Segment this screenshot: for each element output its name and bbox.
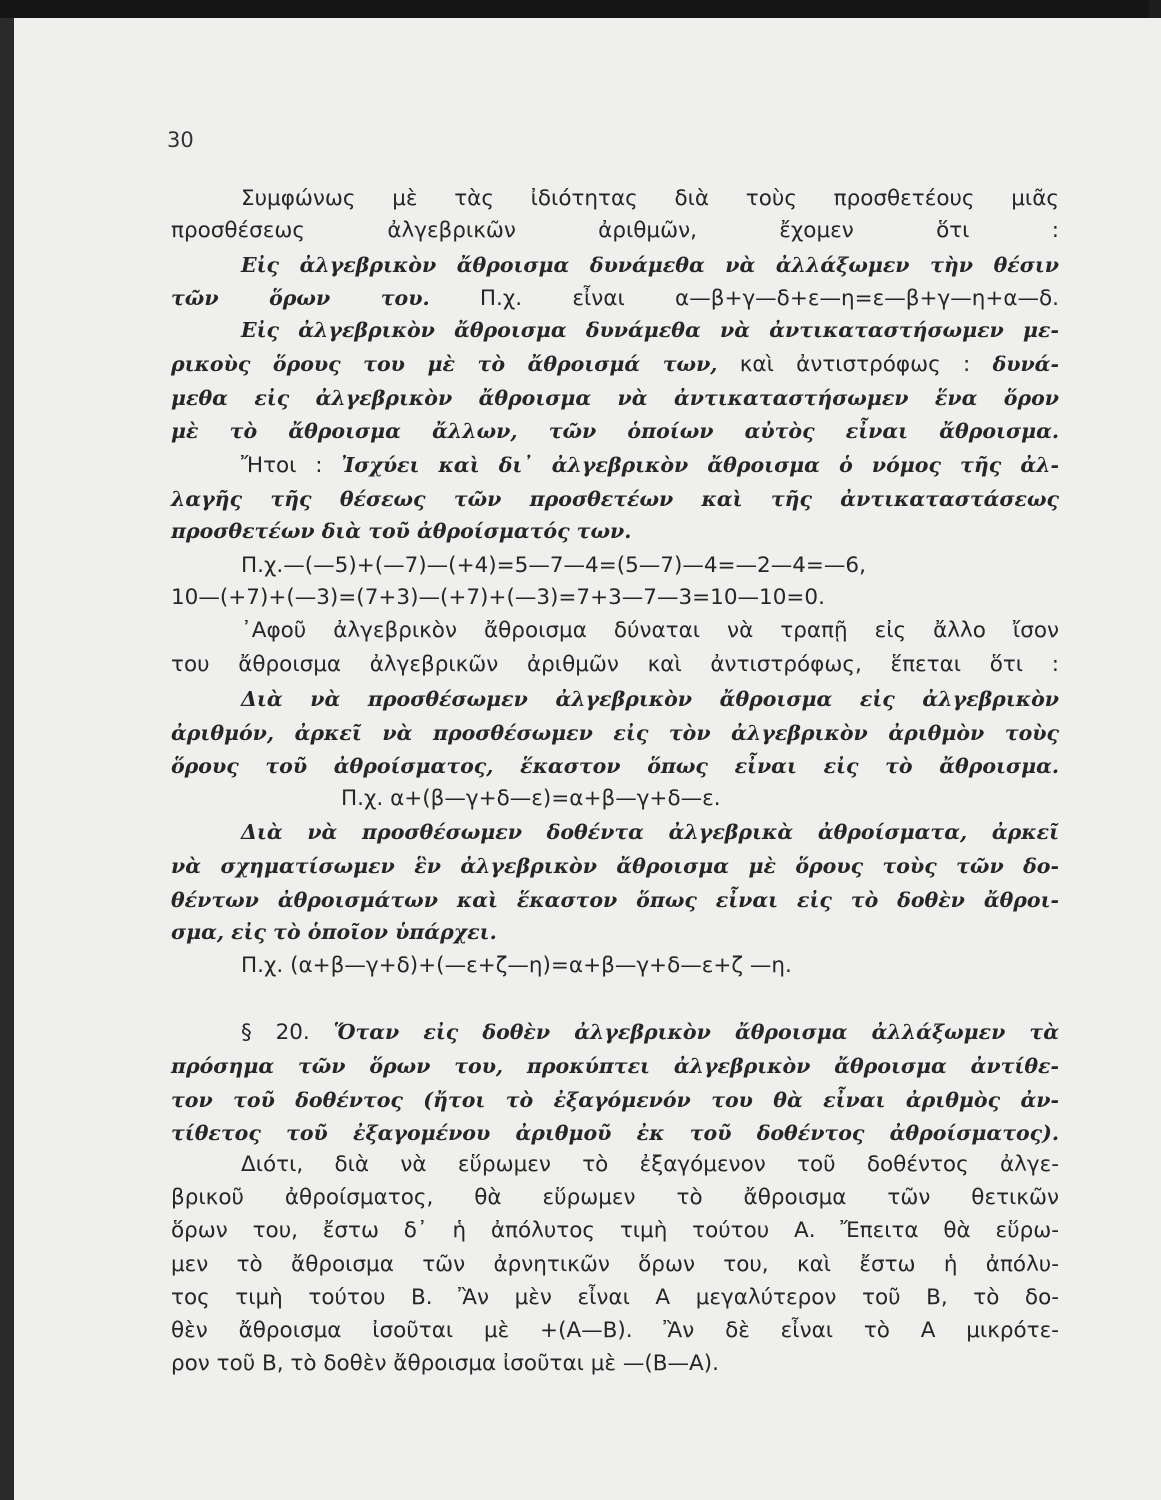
text-line	[171, 751, 1059, 782]
text-line	[171, 851, 1059, 882]
text-line	[171, 216, 1059, 246]
text-line	[171, 917, 1059, 948]
text-line	[171, 1183, 1059, 1213]
text-line	[171, 718, 1059, 749]
line-text: Π.χ. α+(β—γ+δ—ε)=α+β—γ+δ—ε.	[341, 786, 721, 811]
text-line	[171, 450, 1059, 481]
line-text: ἀριθμόν, ἀρκεῖ νὰ προσθέσωμεν εἰς τὸν ἀλγεβρικὸν ἀριθμὸν τοὺς	[171, 721, 1059, 745]
line-text: μεθα εἰς ἀλγεβρικὸν ἄθροισμα νὰ ἀντικαταστήσωμεν ἕνα ὅρον	[171, 386, 1059, 410]
text-line	[171, 349, 1059, 380]
text-line	[171, 885, 1059, 916]
line-text: δυνά-	[992, 352, 1059, 376]
line-text: μὲ τὸ ἄθροισμα ἄλλων, τῶν ὁποίων αὐτὸς εἶναι ἄθροισμα.	[171, 419, 1059, 443]
line-text: λαγῆς τῆς θέσεως τῶν προσθετέων καὶ τῆς ἀντικαταστάσεως	[171, 487, 1059, 511]
line-text: Συμφώνως μὲ τὰς ἰδιότητας διὰ τοὺς προσθετέους μιᾶς	[241, 186, 1059, 211]
text-line	[171, 1283, 1059, 1313]
line-text: θέντων ἀθροισμάτων καὶ ἕκαστον ὅπως εἶναι εἰς τὸ δοθὲν ἄθροι-	[171, 888, 1059, 912]
text-line	[341, 784, 901, 814]
scan-top-border	[0, 0, 1161, 18]
text-line	[171, 650, 1059, 680]
line-text: Ἰσχύει καὶ δι᾽ ἀλγεβρικὸν ἄθροισμα ὁ νόμος τῆς ἀλ-	[341, 453, 1060, 477]
text-line	[171, 416, 1059, 447]
line-text: Π.χ. εἶναι α—β+γ—δ+ε—η=ε—β+γ—η+α—δ.	[479, 286, 1059, 311]
text-line	[171, 184, 1059, 214]
text-line	[241, 951, 1001, 981]
line-text: μεν τὸ ἄθροισμα τῶν ἀρνητικῶν ὅρων του, καὶ ἔστω ἡ ἀπόλυ-	[171, 1252, 1059, 1277]
line-text: 10—(+7)+(—3)=(7+3)—(+7)+(—3)=7+3—7—3=10—10=0.	[171, 585, 825, 610]
text-line	[171, 583, 1059, 613]
text-line	[171, 1051, 1059, 1082]
line-text: Π.χ.—(—5)+(—7)—(+4)=5—7—4=(5—7)—4=—2—4=—6,	[241, 553, 866, 578]
line-text: Διὰ νὰ προσθέσωμεν ἀλγεβρικὸν ἄθροισμα εἰς ἀλγεβρικὸν	[241, 687, 1059, 711]
line-text: Π.χ. (α+β—γ+δ)+(—ε+ζ—η)=α+β—γ+δ—ε+ζ —η.	[241, 953, 792, 978]
text-line	[171, 315, 1059, 346]
line-text: θὲν ἄθροισμα ἰσοῦται μὲ +(Α—Β). Ἂν δὲ εἶναι τὸ Α μικρότε-	[171, 1318, 1059, 1343]
line-text: Ἤτοι :	[241, 453, 323, 478]
text-line	[171, 1118, 1059, 1149]
line-text: τον τοῦ δοθέντος (ἤτοι τὸ ἐξαγόμενόν του θὰ εἶναι ἀριθμὸς ἀν-	[171, 1088, 1059, 1112]
line-text: ὅρους τοῦ ἀθροίσματος, ἕκαστον ὅπως εἶναι εἰς τὸ ἄθροισμα.	[171, 754, 1059, 778]
line-text: Εἰς ἀλγεβρικὸν ἄθροισμα δυνάμεθα νὰ ἀντικαταστήσωμεν με-	[241, 318, 1059, 342]
line-text: νὰ σχηματίσωμεν ἓν ἀλγεβρικὸν ἄθροισμα μὲ ὅρους τοὺς τῶν δο-	[171, 854, 1059, 878]
line-text: Ὅταν εἰς δοθὲν ἀλγεβρικὸν ἄθροισμα ἀλλάξωμεν τὰ	[333, 1020, 1059, 1044]
line-text: Εἰς ἀλγεβρικὸν ἄθροισμα δυνάμεθα νὰ ἀλλάξωμεν τὴν θέσιν	[241, 253, 1059, 277]
page	[14, 18, 1161, 1500]
line-text: πρόσημα τῶν ὅρων του, προκύπτει ἀλγεβρικὸν ἄθροισμα ἀντίθε-	[171, 1054, 1059, 1078]
text-line	[171, 551, 1059, 581]
text-line	[171, 383, 1059, 414]
line-text: ρικοὺς ὅρους του μὲ τὸ ἄθροισμά των,	[171, 352, 718, 376]
text-line	[171, 1216, 1059, 1246]
line-text: τίθετος τοῦ ἐξαγομένου ἀριθμοῦ ἐκ τοῦ δοθέντος ἀθροίσματος).	[171, 1121, 1059, 1145]
text-line	[171, 1349, 1059, 1379]
line-text: Διὰ νὰ προσθέσωμεν δοθέντα ἀλγεβρικὰ ἀθροίσματα, ἀρκεῖ	[241, 820, 1059, 844]
line-text: τῶν ὅρων του.	[171, 286, 430, 310]
text-line	[171, 283, 1059, 314]
text-line	[171, 1085, 1059, 1116]
text-line	[171, 250, 1059, 281]
page-content	[14, 18, 1161, 1500]
text-line	[171, 1150, 1059, 1180]
line-text: ὅρων του, ἔστω δ᾽ ἡ ἀπόλυτος τιμὴ τούτου Α. Ἔπειτα θὰ εὕρω-	[171, 1218, 1059, 1243]
line-text: τος τιμὴ τούτου Β. Ἂν μὲν εἶναι Α μεγαλύτερον τοῦ Β, τὸ δο-	[171, 1285, 1059, 1310]
line-text: βρικοῦ ἀθροίσματος, θὰ εὕρωμεν τὸ ἄθροισμα τῶν θετικῶν	[171, 1185, 1059, 1210]
text-line	[171, 684, 1059, 715]
text-line	[171, 484, 1059, 515]
line-text: προσθέσεως ἀλγεβρικῶν ἀριθμῶν, ἔχομεν ὅτι :	[171, 218, 1059, 243]
line-text: σμα, εἰς τὸ ὁποῖον ὑπάρχει.	[171, 920, 497, 944]
text-line	[171, 1316, 1059, 1346]
line-text: ρον τοῦ Β, τὸ δοθὲν ἄθροισμα ἰσοῦται μὲ —(Β—Α).	[171, 1351, 719, 1376]
line-text: του ἄθροισμα ἀλγεβρικῶν ἀριθμῶν καὶ ἀντιστρόφως, ἕπεται ὅτι :	[171, 652, 1059, 677]
line-text: καὶ ἀντιστρόφως :	[739, 352, 971, 377]
line-text: Διότι, διὰ νὰ εὕρωμεν τὸ ἐξαγόμενον τοῦ δοθέντος ἀλγε-	[241, 1152, 1059, 1177]
text-line	[171, 817, 1059, 848]
text-line	[171, 516, 1059, 547]
page-number: 30	[167, 128, 194, 152]
section-number: § 20.	[241, 1020, 310, 1045]
text-line	[171, 616, 1059, 646]
line-text: προσθετέων διὰ τοῦ ἀθροίσματός των.	[171, 519, 632, 543]
text-line	[171, 1250, 1059, 1280]
line-text: ᾽Αφοῦ ἀλγεβρικὸν ἄθροισμα δύναται νὰ τραπῇ εἰς ἄλλο ἴσον	[241, 618, 1059, 643]
text-line	[171, 1017, 1059, 1048]
